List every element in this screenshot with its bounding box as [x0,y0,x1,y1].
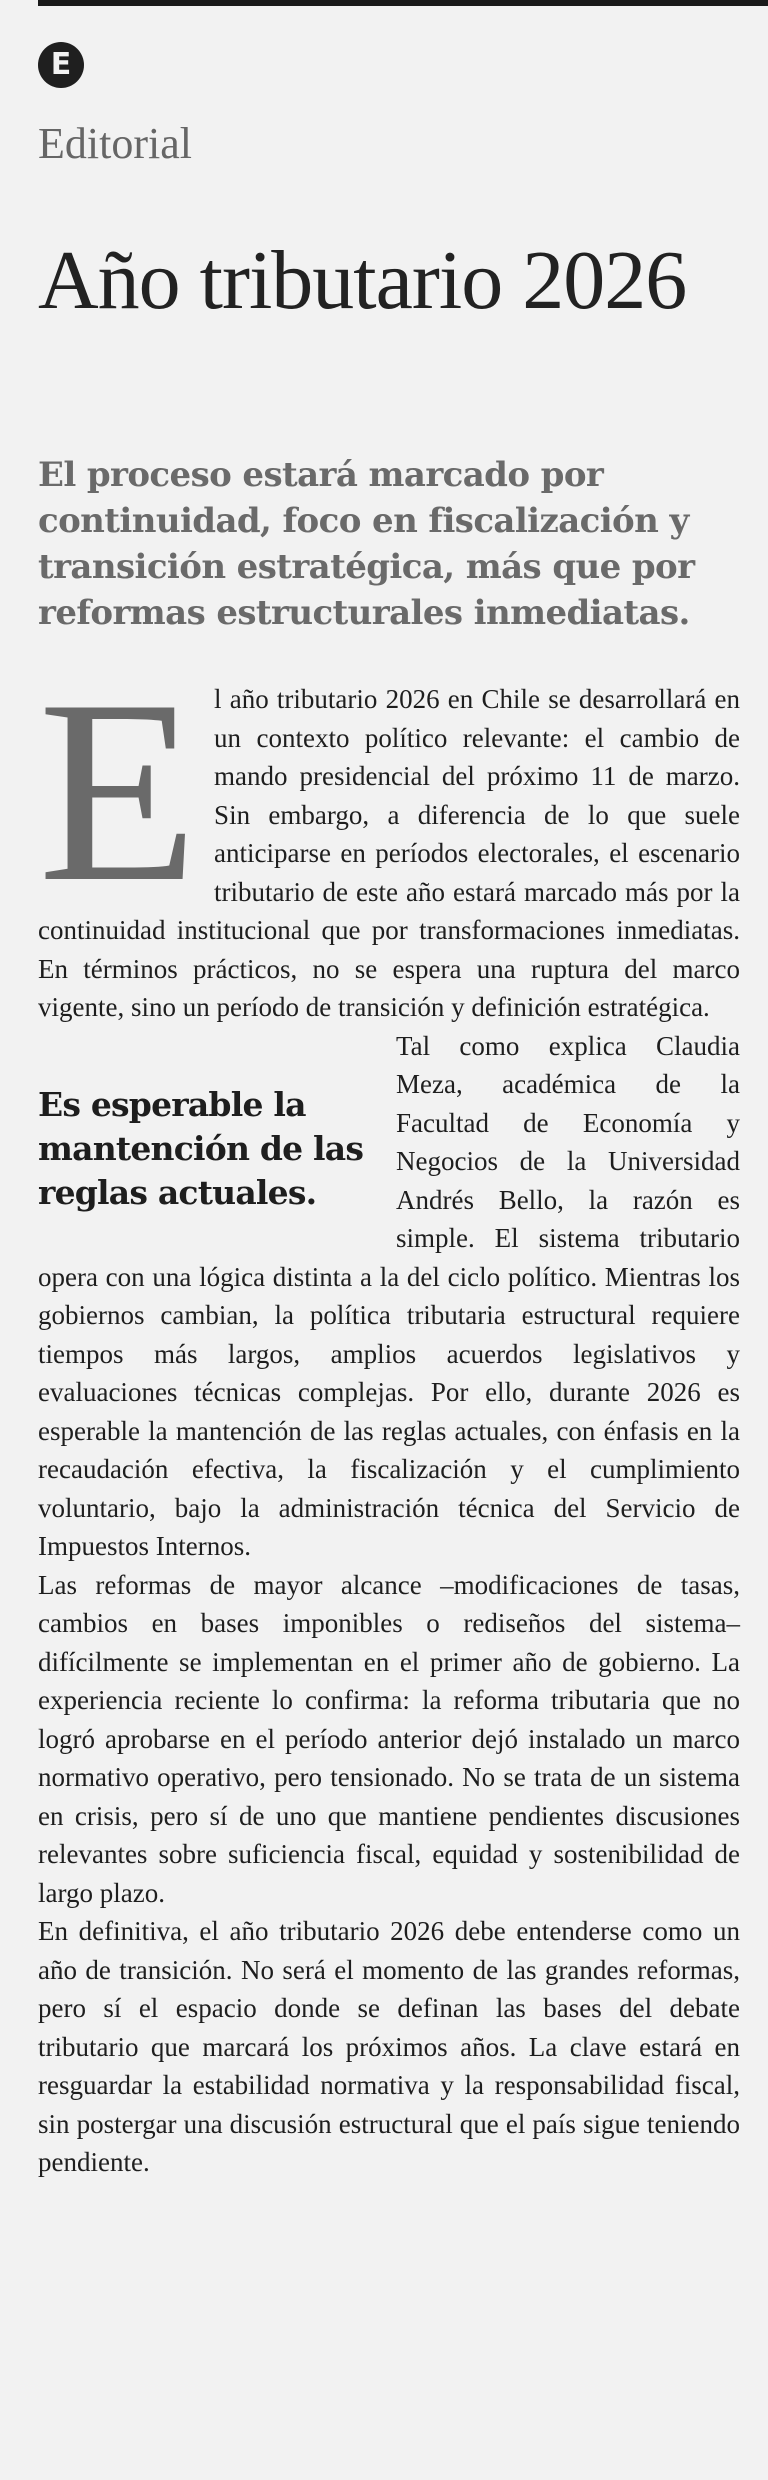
article-lead: El proceso estará marcado por continuidad, foco en fiscalización y transición estratégica, más que por reformas estructurales inmediatas. [38,455,695,633]
pull-quote: Es esperable la mantención de las reglas actuales. [38,1084,364,1212]
section-badge: E [38,42,84,88]
article-body [38,646,740,2321]
paragraph: Las reformas de mayor alcance –modificaciones de tasas, cambios en bases imponibles o rediseños del sistema– difícilmente se implementan en el primer año de gobierno. La experiencia reciente lo confirma: la reforma tributaria que no logró aprobarse en el período anterior dejó instalado un marco normativo operativo, pero tensionado. No se trata de un sistema en crisis, pero sí de uno que mantiene pendientes discusiones relevantes sobre suficiencia fiscal, equidad y sostenibilidad de largo plazo. [38,1569,740,1908]
paragraph-text: Tal como explica Claudia Meza, académica de la Facultad de Economía y Negocios de la Universidad Andrés Bello, la razón es simple. El sistema tributario opera con una lógica distinta a la del ciclo político. Mientras los gobiernos cambian, la política tributaria estructural requiere tiempos más largos, amplios acuerdos legislativos y evaluaciones técnicas complejas. Por ello, durante 2026 es esperable la mantención de las reglas actuales, con énfasis en la recaudación efectiva, la fiscalización y el cumplimiento voluntario, bajo la administración técnica del Servicio de Impuestos Internos. [38,1030,740,1561]
drop-cap: E [38,646,199,936]
paragraph: En definitiva, el año tributario 2026 debe entenderse como un año de transición. No será el momento de las grandes reformas, pero sí el espacio donde se definan las bases del debate tributario que marcará los próximos años. La clave estará en resguardar la estabilidad normativa y la responsabilidad fiscal, sin postergar una discusión estructural que el país sigue teniendo pendiente. [38,1916,740,2177]
article-title: Año tributario 2026 [38,234,687,327]
section-label: Editorial [38,119,192,168]
paragraph: l año tributario 2026 en Chile se desarrollará en un contexto político relevante: el cambio de mando presidencial del próximo 11 de marzo. Sin embargo, a diferencia de lo que suele anticiparse en períodos electorales, el escenario tributario de este año estará marcado más por la continuidad institucional que por transformaciones inmediatas. En términos prácticos, no se espera una ruptura del marco vigente, sino un período de transición y definición estratégica. [38,684,740,1022]
top-rule [38,0,768,6]
paragraph [38,1027,740,1566]
